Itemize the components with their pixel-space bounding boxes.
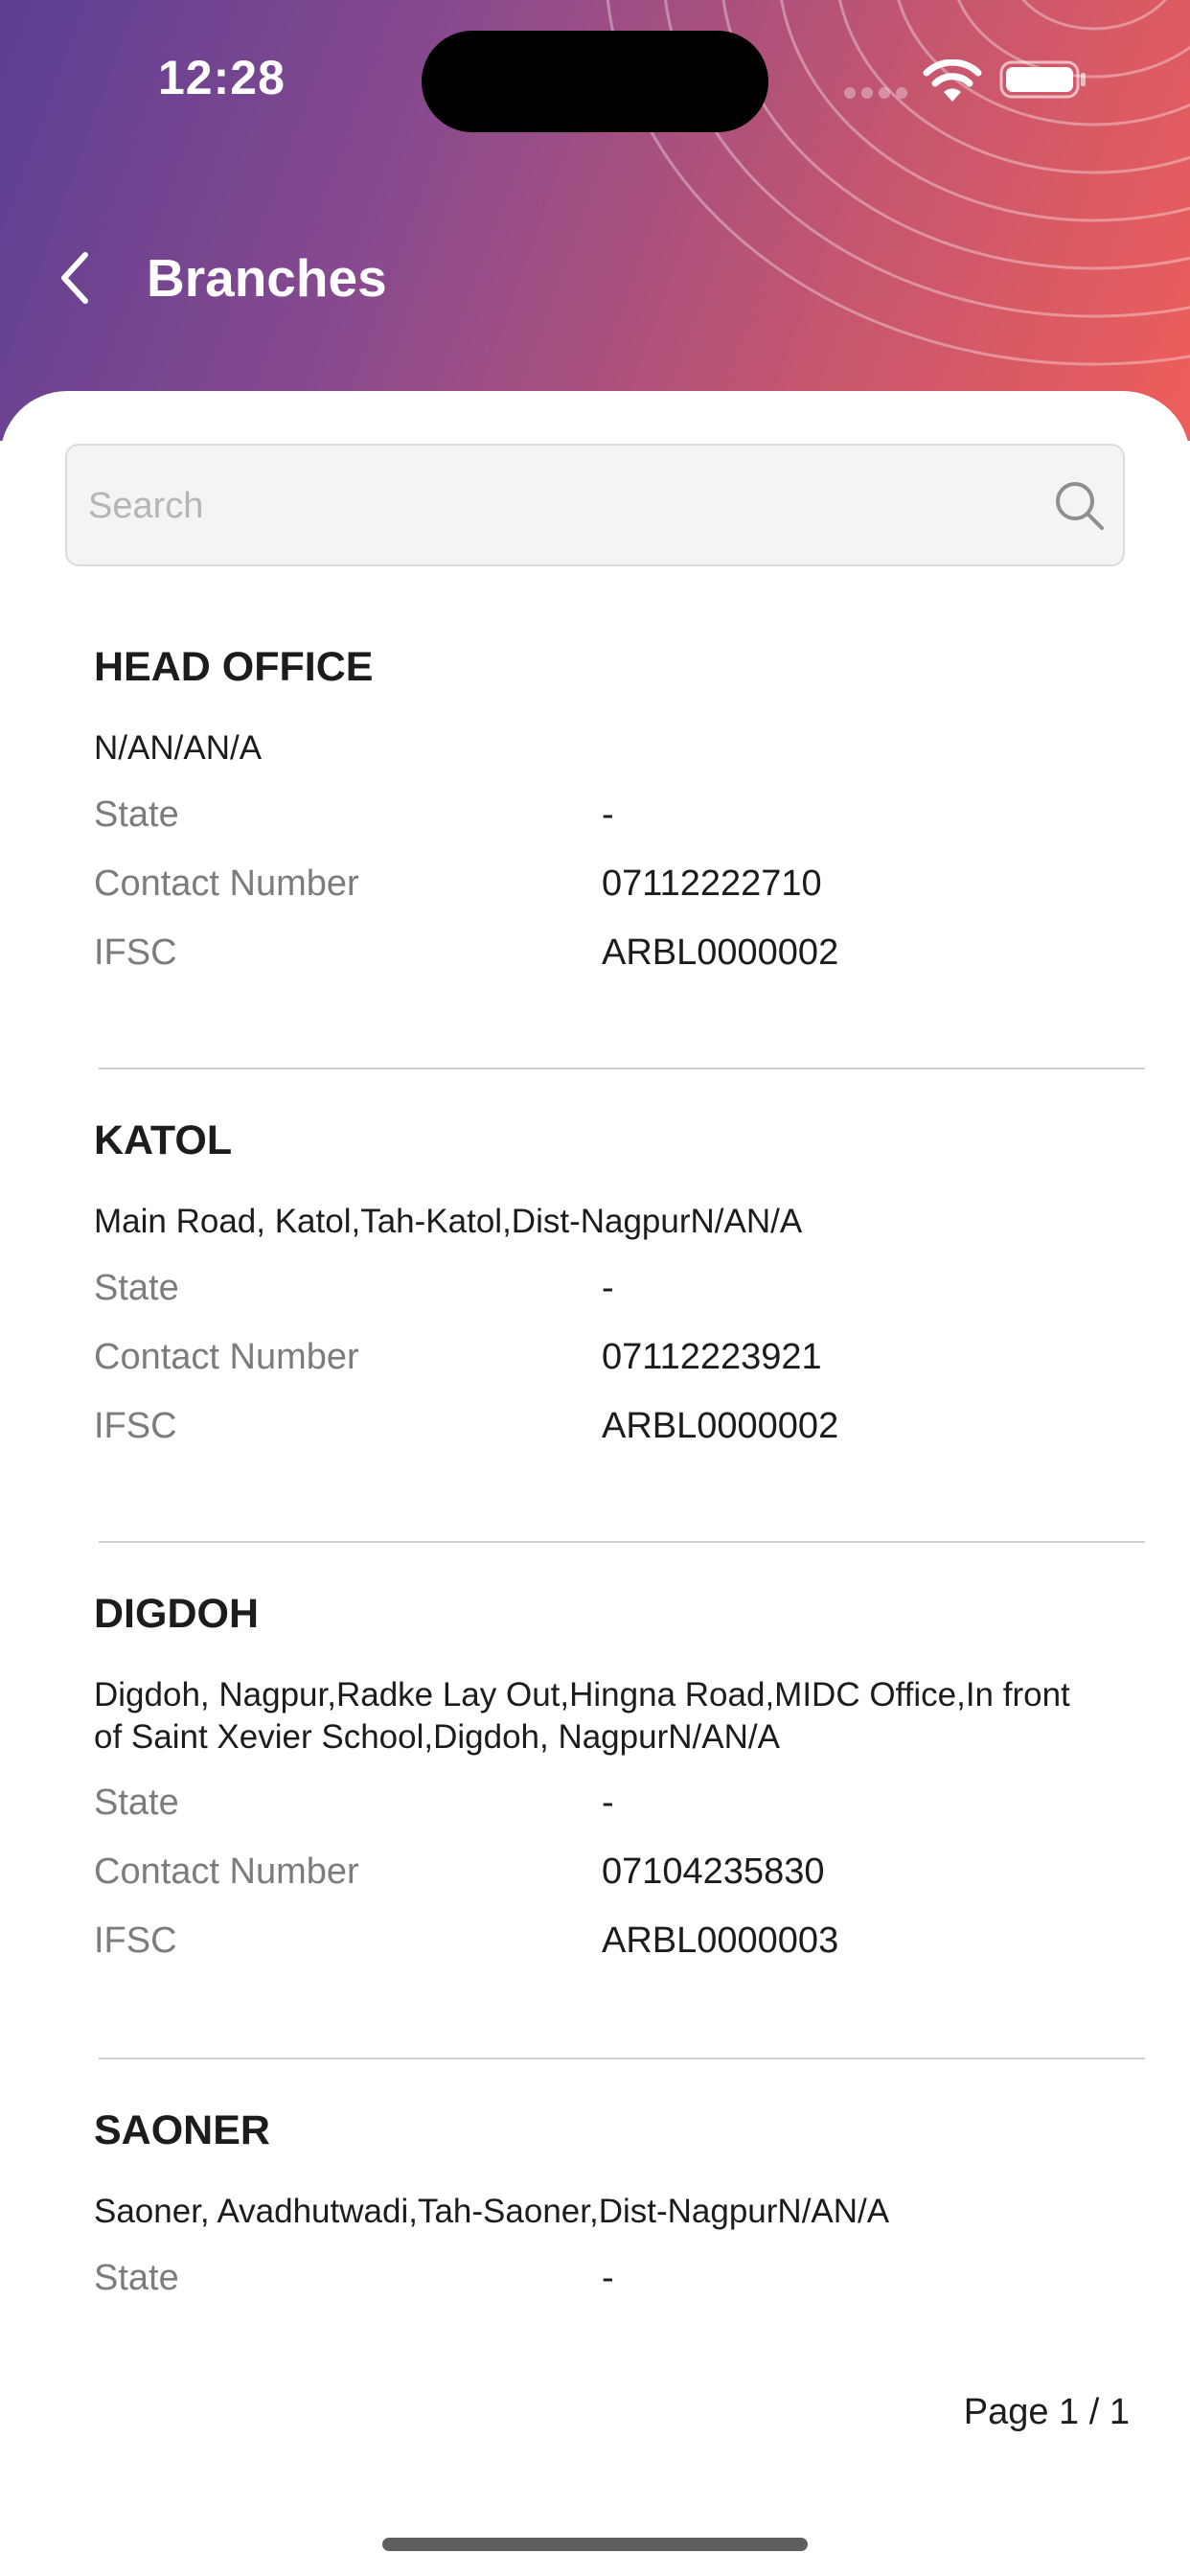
divider [99, 1541, 1145, 1543]
divider [99, 2058, 1145, 2059]
branch-state-row [94, 1267, 1090, 1309]
ifsc-value: ARBL0000002 [602, 1406, 839, 1446]
branch-ifsc-row [94, 1920, 1090, 1962]
branch-state-row [94, 1782, 1090, 1824]
wifi-icon [923, 59, 982, 104]
state-label: State [94, 1268, 179, 1308]
state-value: - [602, 1268, 614, 1308]
signal-dots-icon [843, 86, 910, 100]
search-input[interactable] [86, 446, 1010, 566]
back-button[interactable] [53, 247, 95, 309]
state-label: State [94, 2258, 179, 2298]
content-sheet [0, 391, 1190, 2576]
search-bar[interactable] [65, 444, 1125, 566]
branch-ifsc-row [94, 932, 1090, 974]
dynamic-island [422, 31, 768, 132]
branch-state-row [94, 794, 1090, 836]
contact-label: Contact Number [94, 1852, 359, 1892]
ifsc-value: ARBL0000002 [602, 932, 839, 973]
branch-contact-row [94, 1336, 1090, 1378]
state-label: State [94, 794, 179, 835]
branch-name: DIGDOH [94, 1591, 259, 1637]
state-value: - [602, 794, 614, 835]
state-label: State [94, 1782, 179, 1823]
branch-contact-row [94, 1851, 1090, 1893]
status-bar-time: 12:28 [158, 51, 286, 104]
branch-state-row [94, 2257, 1090, 2299]
ifsc-label: IFSC [94, 1406, 177, 1446]
branch-contact-row [94, 862, 1090, 905]
contact-label: Contact Number [94, 1337, 359, 1377]
state-value: - [602, 1782, 614, 1823]
battery-icon [999, 60, 1087, 99]
home-indicator[interactable] [382, 2538, 808, 2551]
page-indicator: Page 1 / 1 [963, 2392, 1130, 2432]
ifsc-label: IFSC [94, 932, 177, 973]
state-value: - [602, 2258, 614, 2298]
branch-address: Saoner, Avadhutwadi,Tah-Saoner,Dist-NagpurN/AN/A [94, 2193, 890, 2230]
branch-ifsc-row [94, 1405, 1090, 1447]
contact-value: 07112222710 [602, 863, 822, 904]
contact-value: 07104235830 [602, 1852, 825, 1892]
divider [99, 1068, 1145, 1070]
branch-name: HEAD OFFICE [94, 644, 374, 690]
contact-label: Contact Number [94, 863, 359, 904]
ifsc-value: ARBL0000003 [602, 1920, 839, 1961]
branch-name: KATOL [94, 1117, 233, 1163]
header-banner [0, 0, 1190, 441]
contact-value: 07112223921 [602, 1337, 822, 1377]
branch-address: Digdoh, Nagpur,Radke Lay Out,Hingna Road,MIDC Office,In front of Saint Xevier School,Digdoh, NagpurN/AN/A [94, 1676, 1070, 1756]
branch-name: SAONER [94, 2107, 270, 2153]
branch-address: N/AN/AN/A [94, 729, 263, 767]
ifsc-label: IFSC [94, 1920, 177, 1961]
search-icon[interactable] [1050, 476, 1108, 534]
page-title: Branches [147, 248, 387, 308]
branch-address: Main Road, Katol,Tah-Katol,Dist-NagpurN/AN/A [94, 1203, 803, 1240]
